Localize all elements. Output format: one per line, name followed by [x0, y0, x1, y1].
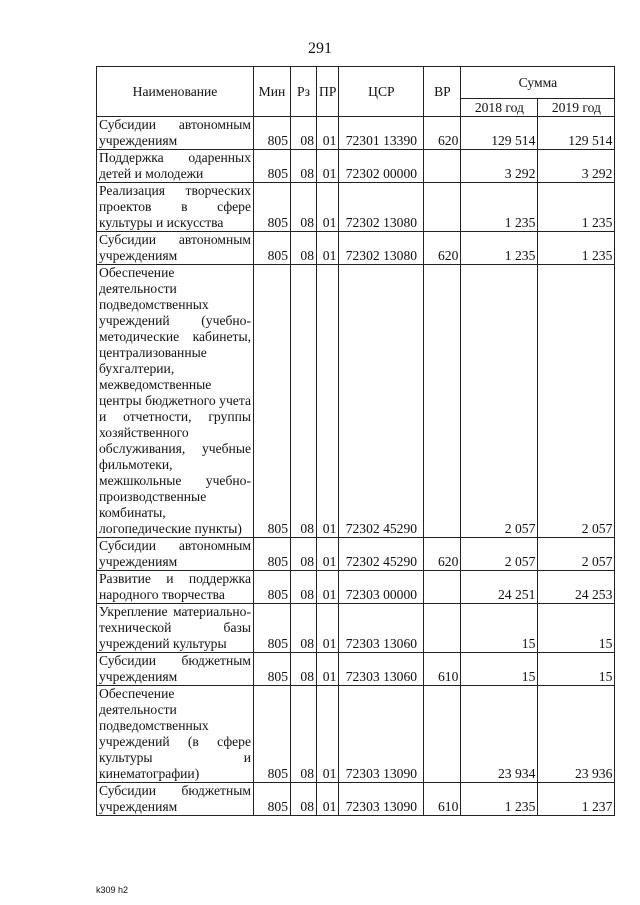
cell-vr — [424, 183, 461, 232]
header-vr: ВР — [424, 67, 461, 117]
cell-rz: 08 — [291, 183, 317, 232]
cell-csr: 72303 13060 — [339, 653, 424, 686]
cell-csr: 72301 13390 — [339, 117, 424, 150]
cell-pr: 01 — [317, 653, 339, 686]
cell-2018: 1 235 — [461, 783, 538, 816]
cell-vr — [424, 604, 461, 653]
cell-2018: 23 934 — [461, 686, 538, 783]
table-row — [97, 571, 615, 604]
cell-vr — [424, 265, 461, 538]
cell-2019: 2 057 — [538, 265, 615, 538]
table-body — [97, 117, 615, 816]
cell-vr — [424, 686, 461, 783]
header-min: Мин — [254, 67, 291, 117]
cell-csr: 72302 45290 — [339, 265, 424, 538]
cell-min: 805 — [254, 150, 291, 183]
table-row — [97, 686, 615, 783]
header-year-2018: 2018 год — [461, 99, 538, 117]
cell-2019: 2 057 — [538, 538, 615, 571]
cell-pr: 01 — [317, 604, 339, 653]
cell-name: Укрепление материально-технической базы учреждений культуры — [97, 604, 254, 653]
cell-vr: 620 — [424, 538, 461, 571]
cell-2018: 3 292 — [461, 150, 538, 183]
cell-rz: 08 — [291, 538, 317, 571]
cell-2018: 24 251 — [461, 571, 538, 604]
cell-2019: 15 — [538, 604, 615, 653]
cell-csr: 72302 00000 — [339, 150, 424, 183]
cell-csr: 72303 13090 — [339, 783, 424, 816]
cell-csr: 72302 45290 — [339, 538, 424, 571]
cell-vr: 610 — [424, 653, 461, 686]
cell-name: Обеспечение деятельности подведомственных учреждений (в сфере культуры и кинематографии) — [97, 686, 254, 783]
cell-rz: 08 — [291, 265, 317, 538]
cell-min: 805 — [254, 686, 291, 783]
table-row — [97, 150, 615, 183]
cell-name: Поддержка одаренных детей и молодежи — [97, 150, 254, 183]
cell-2018: 129 514 — [461, 117, 538, 150]
cell-2019: 3 292 — [538, 150, 615, 183]
header-name: Наименование — [97, 67, 254, 117]
budget-table — [96, 66, 615, 816]
cell-pr: 01 — [317, 686, 339, 783]
cell-name: Развитие и поддержка народного творчества — [97, 571, 254, 604]
header-pr: ПР — [317, 67, 339, 117]
cell-pr: 01 — [317, 232, 339, 265]
cell-rz: 08 — [291, 232, 317, 265]
cell-vr: 610 — [424, 783, 461, 816]
cell-csr: 72302 13080 — [339, 232, 424, 265]
table-row — [97, 265, 615, 538]
cell-2018: 2 057 — [461, 538, 538, 571]
cell-2019: 24 253 — [538, 571, 615, 604]
cell-2019: 129 514 — [538, 117, 615, 150]
cell-2018: 1 235 — [461, 183, 538, 232]
cell-name: Субсидии автономным учреждениям — [97, 117, 254, 150]
cell-csr: 72303 00000 — [339, 571, 424, 604]
cell-name: Обеспечение деятельности подведомственных учреждений (учебно-методические кабинеты, централизованные бухгалтерии, межведомственные центры бюджетного учета и отчетности, группы хозяйственного обслуживания, учебные фильмотеки, межшкольные учебно-производственные комбинаты, логопедические пункты) — [97, 265, 254, 538]
cell-name: Субсидии автономным учреждениям — [97, 232, 254, 265]
cell-rz: 08 — [291, 686, 317, 783]
header-csr: ЦСР — [339, 67, 424, 117]
cell-rz: 08 — [291, 150, 317, 183]
cell-min: 805 — [254, 232, 291, 265]
cell-2018: 1 235 — [461, 232, 538, 265]
header-rz: Рз — [291, 67, 317, 117]
cell-min: 805 — [254, 571, 291, 604]
cell-rz: 08 — [291, 604, 317, 653]
header-sum: Сумма — [461, 67, 615, 99]
header-year-2019: 2019 год — [538, 99, 615, 117]
cell-2019: 1 235 — [538, 232, 615, 265]
cell-pr: 01 — [317, 265, 339, 538]
cell-name: Субсидии бюджетным учреждениям — [97, 653, 254, 686]
cell-vr — [424, 150, 461, 183]
cell-pr: 01 — [317, 150, 339, 183]
cell-min: 805 — [254, 538, 291, 571]
cell-rz: 08 — [291, 571, 317, 604]
cell-name: Субсидии автономным учреждениям — [97, 538, 254, 571]
cell-vr — [424, 571, 461, 604]
footer-code: k309 h2 — [96, 885, 129, 895]
cell-rz: 08 — [291, 653, 317, 686]
cell-min: 805 — [254, 265, 291, 538]
cell-name: Реализация творческих проектов в сфере культуры и искусства — [97, 183, 254, 232]
cell-name: Субсидии бюджетным учреждениям — [97, 783, 254, 816]
cell-2019: 1 235 — [538, 183, 615, 232]
cell-vr: 620 — [424, 117, 461, 150]
cell-csr: 72303 13090 — [339, 686, 424, 783]
cell-csr: 72303 13060 — [339, 604, 424, 653]
cell-csr: 72302 13080 — [339, 183, 424, 232]
table-row — [97, 183, 615, 232]
cell-rz: 08 — [291, 117, 317, 150]
cell-pr: 01 — [317, 117, 339, 150]
cell-min: 805 — [254, 183, 291, 232]
cell-vr: 620 — [424, 232, 461, 265]
cell-2018: 15 — [461, 604, 538, 653]
table-row — [97, 783, 615, 816]
table-row — [97, 653, 615, 686]
cell-pr: 01 — [317, 538, 339, 571]
table-row — [97, 232, 615, 265]
cell-min: 805 — [254, 604, 291, 653]
cell-2019: 15 — [538, 653, 615, 686]
cell-2019: 23 936 — [538, 686, 615, 783]
cell-2019: 1 237 — [538, 783, 615, 816]
cell-pr: 01 — [317, 783, 339, 816]
cell-pr: 01 — [317, 571, 339, 604]
table-row — [97, 604, 615, 653]
cell-2018: 2 057 — [461, 265, 538, 538]
page-number: 291 — [308, 40, 332, 57]
table-row — [97, 117, 615, 150]
cell-2018: 15 — [461, 653, 538, 686]
cell-rz: 08 — [291, 783, 317, 816]
cell-min: 805 — [254, 783, 291, 816]
table-row — [97, 538, 615, 571]
cell-min: 805 — [254, 117, 291, 150]
cell-pr: 01 — [317, 183, 339, 232]
cell-min: 805 — [254, 653, 291, 686]
